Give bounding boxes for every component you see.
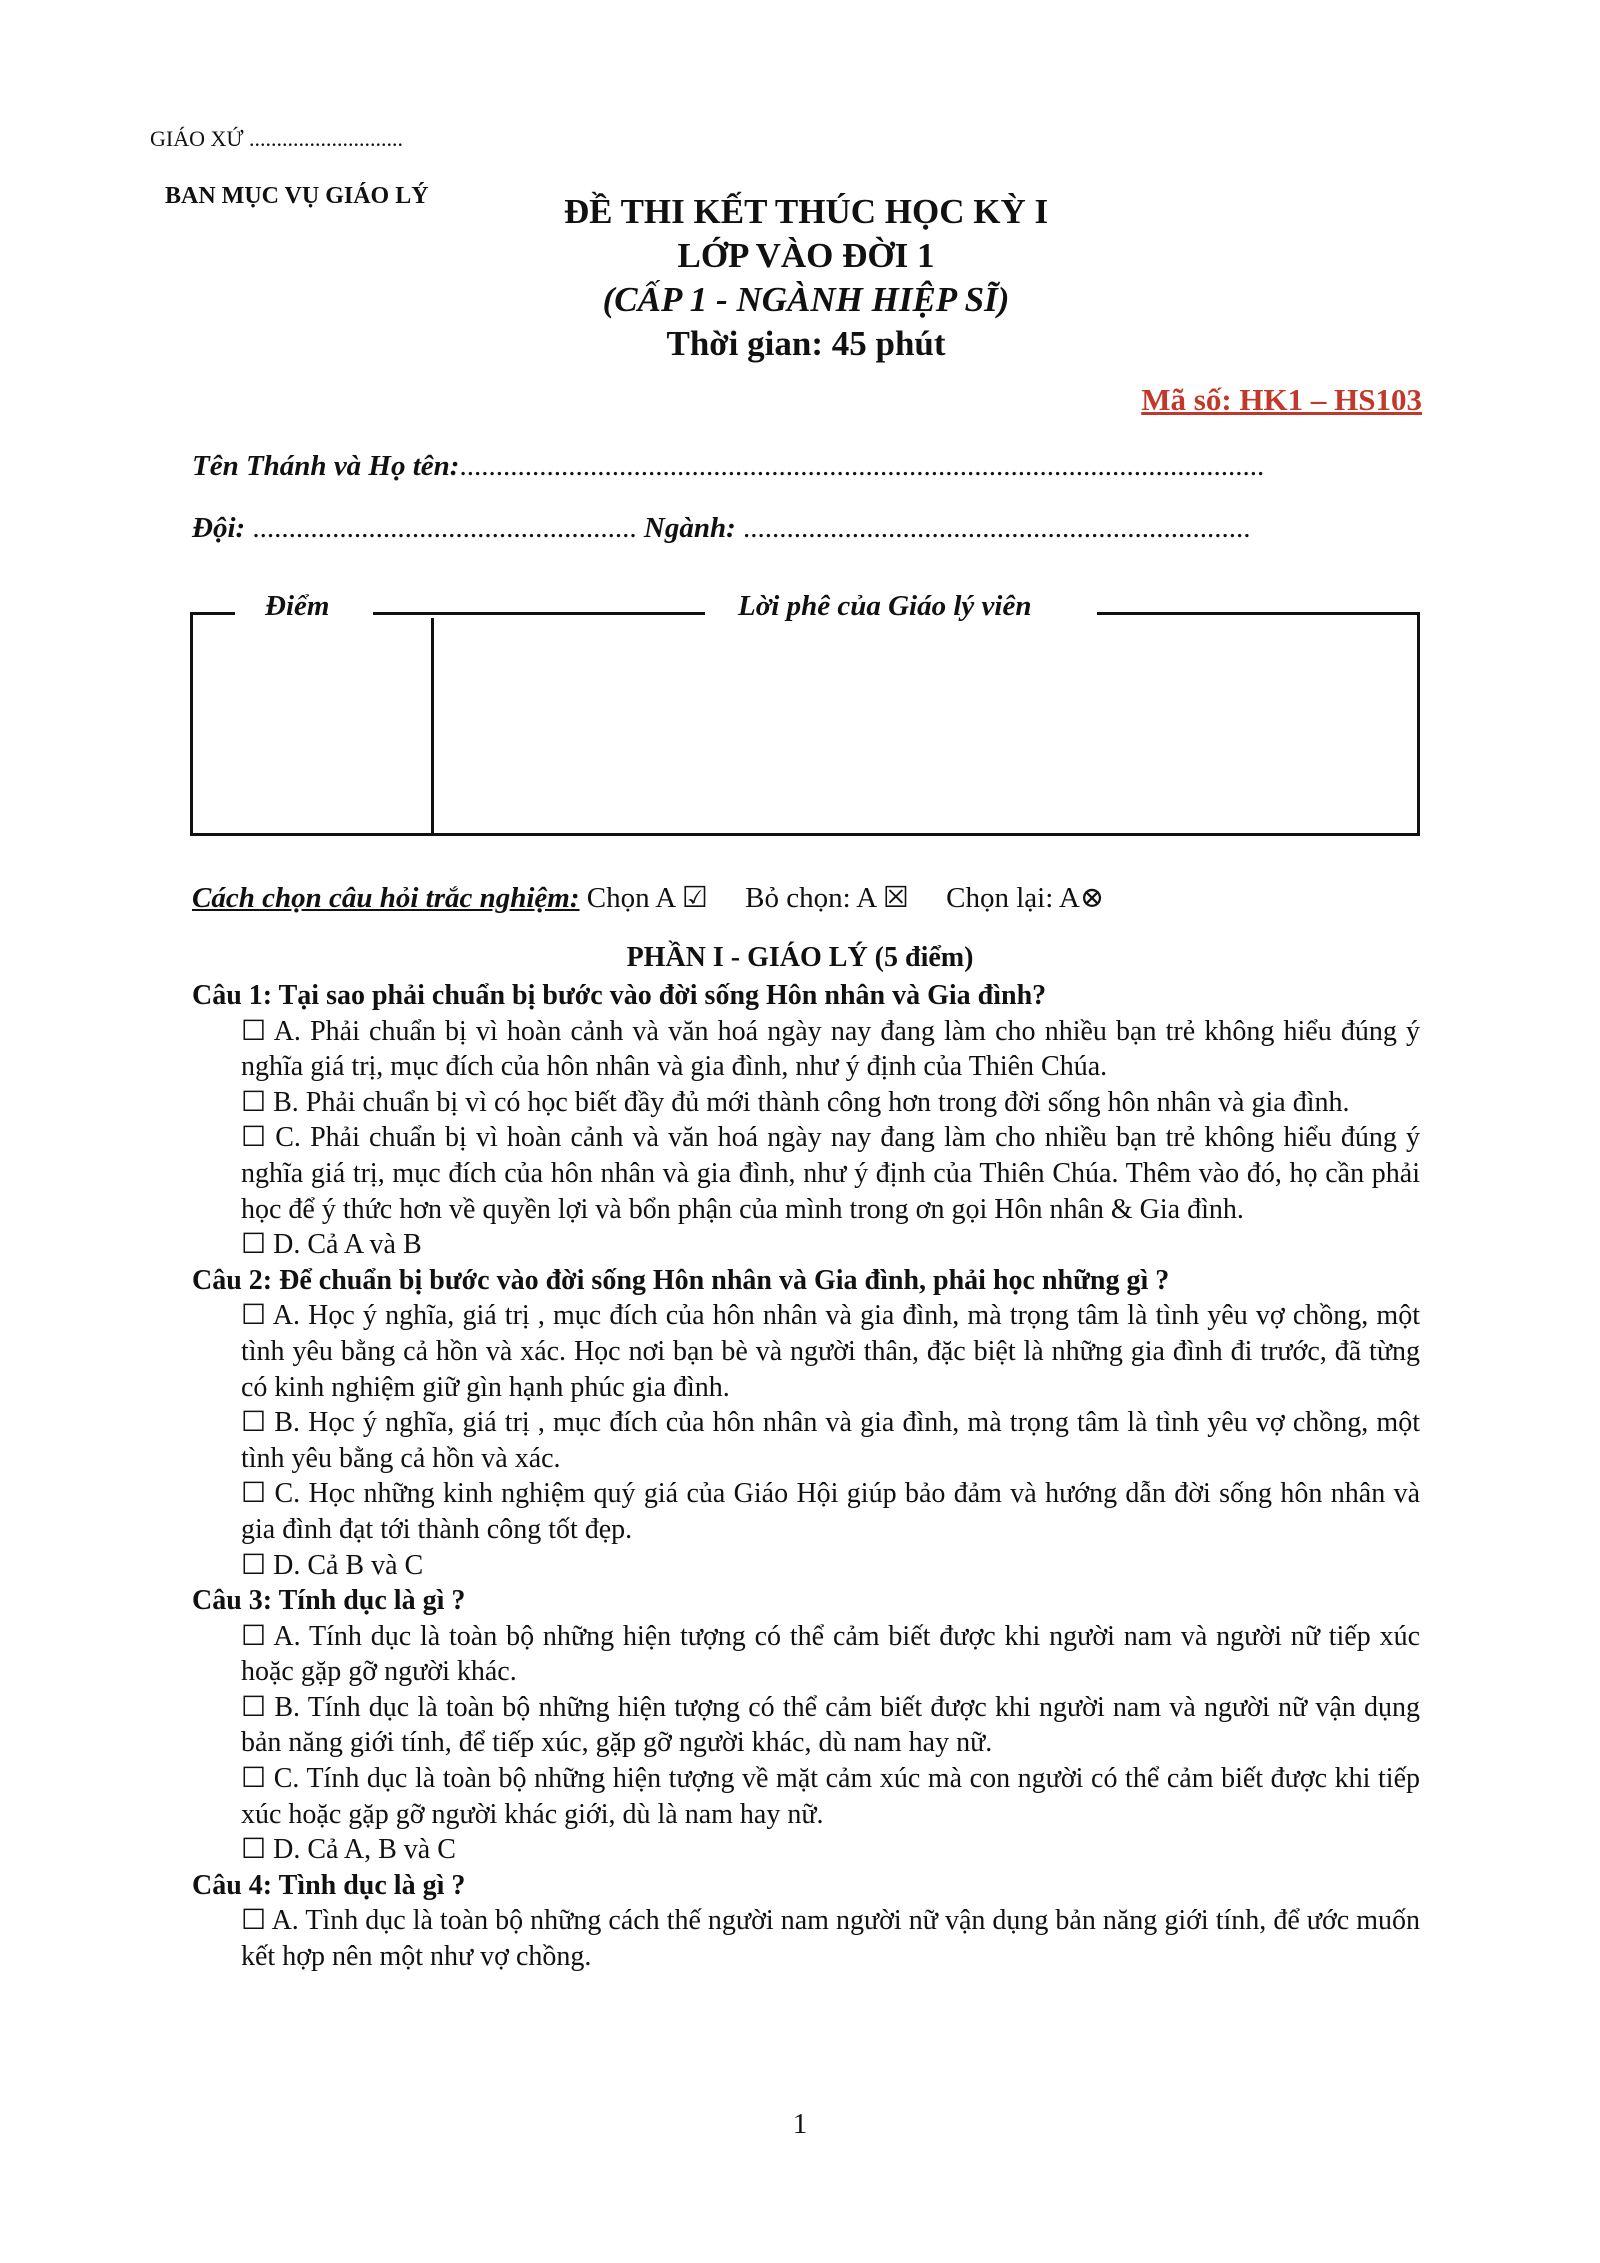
answer-option[interactable]: ☐ D. Cả A, B và C — [241, 1834, 456, 1866]
team-dots[interactable]: ..................................................... — [252, 512, 637, 544]
team-branch-field — [192, 512, 1251, 545]
box-border-segment — [1097, 612, 1420, 615]
question-title: Câu 4: Tình dục là gì ? — [192, 1869, 466, 1901]
parish-line: GIÁO XỨ ............................ — [150, 126, 403, 151]
instructions-lead: Cách chọn câu hỏi trắc nghiệm: — [192, 882, 580, 914]
question — [192, 1868, 1420, 1975]
name-dots[interactable]: ............................................................................................................... — [459, 450, 1265, 482]
question — [192, 978, 1420, 1263]
answer-option[interactable]: ☐ D. Cả B và C — [241, 1549, 424, 1581]
answer-option[interactable]: ☐ C. Học những kinh nghiệm quý giá của Giáo Hội giúp bảo đảm và hướng dẫn đời sống hôn nhân và gia đình đạt tới thành công tốt đẹp. — [241, 1478, 1420, 1545]
comment-label: Lời phê của Giáo lý viên — [738, 590, 1032, 622]
answer-instructions — [192, 880, 1104, 915]
answer-option[interactable]: ☐ A. Tình dục là toàn bộ những cách thế người nam người nữ vận dụng bản năng giới tính, để ước muốn kết hợp nên một như vợ chồng. — [241, 1905, 1420, 1973]
box-border-segment — [193, 612, 235, 615]
team-label: Đội: — [192, 512, 246, 544]
rechoose-hint: Chọn lại: A⊗ — [946, 882, 1105, 914]
box-divider — [431, 618, 434, 833]
answer-option[interactable]: ☐ B. Phải chuẩn bị vì có học biết đầy đủ mới thành công hơn trong đời sống hôn nhân và gia đình. — [241, 1086, 1350, 1118]
duration: Thời gian: 45 phút — [666, 324, 946, 363]
answer-option[interactable]: ☐ A. Học ý nghĩa, giá trị , mục đích của hôn nhân và gia đình, mà trọng tâm là tình yêu vợ chồng, một tình yêu bằng cả hồn và xác. Học nơi bạn bè và người thân, đặc biệt là những gia đình đi trước, đã từng có kinh nghiệm giữ gìn hạnh phúc gia đình. — [241, 1300, 1420, 1403]
question-list — [192, 978, 1420, 1975]
answer-option[interactable]: ☐ B. Tính dục là toàn bộ những hiện tượng có thể cảm biết được khi người nam và người nữ vận dụng bản năng giới tính, để tiếp xúc, gặp gỡ người khác, dù nam hay nữ. — [241, 1691, 1420, 1759]
choose-hint: Chọn A ☑ — [586, 882, 708, 914]
exam-title-block — [320, 190, 1292, 366]
class-name: LỚP VÀO ĐỜI 1 — [677, 236, 935, 275]
exam-title: ĐỀ THI KẾT THÚC HỌC KỲ I — [563, 192, 1049, 231]
question — [192, 1583, 1420, 1868]
branch-dots[interactable]: ...................................................................... — [743, 512, 1251, 544]
score-label: Điểm — [265, 590, 330, 622]
answer-option[interactable]: ☐ C. Phải chuẩn bị vì hoàn cảnh và văn hoá ngày nay đang làm cho nhiều bạn trẻ không hiểu đúng ý nghĩa giá trị, mục đích của hôn nhân và gia đình, như ý định của Thiên Chúa. Thêm vào đó, họ cần phải học để ý thức hơn về quyền lợi và bổn phận của mình trong ơn gọi Hôn nhân & Gia đình. — [241, 1122, 1420, 1225]
answer-option[interactable]: ☐ C. Tính dục là toàn bộ những hiện tượng về mặt cảm xúc mà con người có thể cảm biết được khi tiếp xúc hoặc gặp gỡ người khác giới, dù là nam hay nữ. — [241, 1763, 1420, 1830]
page-number: 1 — [792, 2108, 808, 2140]
answer-option[interactable]: ☐ B. Học ý nghĩa, giá trị , mục đích của hôn nhân và gia đình, mà trọng tâm là tình yêu vợ chồng, một tình yêu bằng cả hồn và xác. — [241, 1407, 1420, 1474]
board-name: BAN MỤC VỤ GIÁO LÝ — [165, 183, 429, 209]
name-field[interactable] — [192, 450, 1264, 483]
answer-option[interactable]: ☐ A. Phải chuẩn bị vì hoàn cảnh và văn hoá ngày nay đang làm cho nhiều bạn trẻ không hiểu đúng ý nghĩa giá trị, mục đích của hôn nhân và gia đình, như ý định của Thiên Chúa. — [241, 1015, 1420, 1083]
unchoose-hint: Bỏ chọn: A ☒ — [745, 882, 909, 914]
exam-code: Mã số: HK1 – HS103 — [1141, 382, 1422, 417]
box-border-segment — [373, 612, 705, 615]
question-title: Câu 2: Để chuẩn bị bước vào đời sống Hôn nhân và Gia đình, phải học những gì ? — [192, 1264, 1170, 1296]
branch-label: Ngành: — [643, 512, 736, 544]
grade-box — [190, 590, 1420, 836]
question-title: Câu 3: Tính dục là gì ? — [192, 1585, 466, 1617]
question-title: Câu 1: Tại sao phải chuẩn bị bước vào đời sống Hôn nhân và Gia đình? — [192, 980, 1047, 1011]
name-label: Tên Thánh và Họ tên: — [192, 450, 460, 482]
answer-option[interactable]: ☐ D. Cả A và B — [241, 1229, 422, 1261]
question — [192, 1263, 1420, 1583]
level-branch: (CẤP 1 - NGÀNH HIỆP SĨ) — [602, 280, 1010, 319]
answer-option[interactable]: ☐ A. Tính dục là toàn bộ những hiện tượng có thể cảm biết được khi người nam và người nữ tiếp xúc hoặc gặp gỡ người khác. — [241, 1620, 1420, 1688]
section-title: PHẦN I - GIÁO LÝ (5 điểm) — [626, 942, 974, 973]
